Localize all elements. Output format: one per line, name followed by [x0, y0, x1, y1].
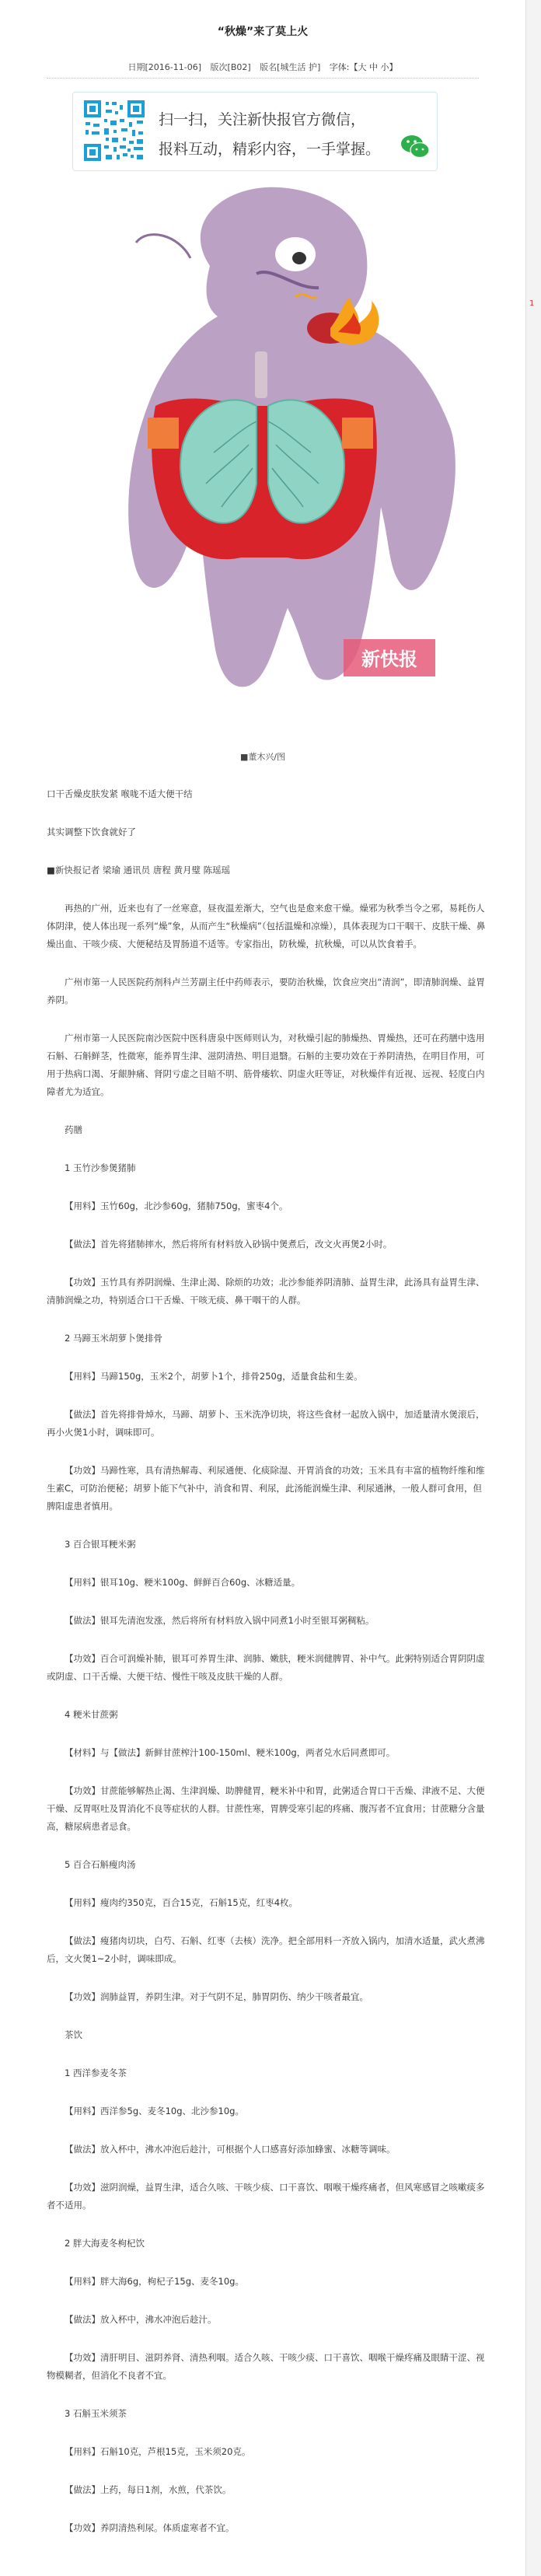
recipe-material: 【用料】银耳10g、粳米100g、鲜鲜百合60g、冰糖适量。 [65, 1577, 301, 1588]
recipe-effect: 【功效】甘蔗能够解热止渴、生津润燥、助脾健胃，粳米补中和胃，此粥适合胃口干舌燥、津液不足、大便干燥、反胃呕吐及胃消化不良等症状的人群。甘蔗性寒，胃脾受寒引起的疼痛、腹泻者不宜食用；甘蔗糖分含量高，糖尿病患者忌食。 [47, 1785, 485, 1832]
intro-line-1: 口干舌燥皮肤发紧 喉咙不适大便干结 [47, 788, 193, 799]
recipe-method: 【做法】瘦猪肉切块，白芍、石斛、红枣（去核）洗净。把全部用料一齐放入锅内，加清水适量，武火煮沸后，文火煲1~2小时，调味即成。 [47, 1935, 485, 1964]
font-size-control[interactable]: 字体:【大 中 小】 [329, 62, 398, 72]
tea-title: 1 西洋参麦冬茶 [65, 2067, 127, 2078]
article-title: “秋燥”来了莫上火 [217, 26, 309, 38]
tea-title: 3 石斛玉米须茶 [65, 2408, 127, 2419]
section-heading: 药膳 [65, 1124, 82, 1135]
wechat-icon [400, 133, 431, 161]
recipe-title: 4 粳米甘蔗粥 [65, 1709, 118, 1720]
article-meta [0, 61, 525, 73]
meta-section: 版名[城生活 护] [260, 62, 321, 72]
recipe-effect: 【功效】马蹄性寒，具有清热解毒、利尿通便、化痰除湿、开胃消食的功效；玉米具有丰富的植物纤维和维生素C，可防治便秘；胡萝卜能下气补中，消食和胃、利尿，此汤能润燥生津、利尿通淋，一般人群可食用，但脾阳虚患者慎用。 [47, 1465, 485, 1512]
recipe-title: 2 马蹄玉米胡萝卜煲排骨 [65, 1333, 162, 1344]
recipe-title: 3 百合银耳粳米粥 [65, 1539, 136, 1550]
right-sidebar [525, 0, 541, 2576]
recipe-effect: 【功效】玉竹具有养阴润燥、生津止渴、除烦的功效；北沙参能养阴清肺、益胃生津，此汤具有益胃生津、清肺润燥之功，特别适合口干舌燥、干咳无痰、鼻干咽干的人群。 [47, 1277, 485, 1305]
tea-effect: 【功效】清肝明目、滋阴养肾、清热利咽。适合久咳、干咳少痰、口干喜饮、咽喉干燥疼痛及眼睛干涩、视物模糊者，但消化不良者不宜。 [47, 2352, 485, 2381]
header-divider [47, 78, 479, 79]
recipe-material: 【用料】马蹄150g，玉米2个，胡萝卜1个，排骨250g，适量食盐和生姜。 [65, 1371, 363, 1382]
tea-method: 【做法】上药，每日1剂，水煎，代茶饮。 [65, 2484, 232, 2495]
meta-date: 日期[2016-11-06] [127, 62, 202, 72]
banner-line-1: 扫一扫，关注新快报官方微信， [159, 111, 366, 128]
tea-material: 【用料】胖大海6g，枸杞子15g、麦冬10g。 [65, 2276, 244, 2287]
tea-method: 【做法】放入杯中，沸水冲泡后趁汁，可根据个人口感喜好添加蜂蜜、冰糖等调味。 [65, 2144, 396, 2155]
recipe-title: 1 玉竹沙参煲猪肺 [65, 1162, 136, 1173]
recipe-title: 5 百合石斛瘦肉汤 [65, 1859, 136, 1870]
tea-effect: 【功效】滋阴润燥，益胃生津，适合久咳、干咳少痰、口干喜饮、咽喉干燥疼痛者，但风寒感冒之咳嗽痰多者不适用。 [47, 2182, 485, 2211]
section-heading: 茶饮 [65, 2029, 82, 2040]
organ-left [148, 418, 179, 449]
dryness-illustration [62, 173, 466, 748]
paragraph: 广州市第一人民医院药剂科卢兰芳副主任中药师表示，要防治秋燥，饮食应突出“清润”，即清肺润燥、益胃养阴。 [47, 977, 485, 1005]
tea-effect: 【功效】养阴清热利尿。体质虚寒者不宜。 [65, 2522, 235, 2533]
meta-edition: 版次[B02] [210, 62, 251, 72]
recipe-effect: 【功效】百合可润燥补肺，银耳可养胃生津、润肺、嫩肤，粳米润健脾胃、补中气。此粥特别适合胃阴阴虚或阴虚、口干舌燥、大便干结、慢性干咳及皮肤干燥的人群。 [47, 1653, 485, 1682]
svg-text:新快报: 新快报 [361, 648, 417, 670]
recipe-material: 【用料】玉竹60g，北沙参60g，猪肺750g，蜜枣4个。 [65, 1201, 288, 1211]
article-body [47, 785, 490, 2557]
intro-line-2: 其实调整下饮食就好了 [47, 827, 136, 837]
recipe-method: 【做法】首先将猪肺摔水，然后将所有材料放入砂锅中煲煮后，改文火再煲2小时。 [65, 1239, 393, 1250]
sidebar-marker: 1 [529, 299, 535, 308]
trachea [255, 351, 267, 398]
pupil [292, 252, 306, 264]
paragraph: 广州市第一人民医院南沙医院中医科唐泉中医师则认为，对秋燥引起的肺燥热、胃燥热，还可在药膳中选用石斛、石斛鲜茎，性微寒，能养胃生津、滋阴清热、明目退翳。石斛的主要功效在于养阴清热，在明目作用，可用于热病口渴、牙龈肿痛、肾阴亏虚之目暗不明、筋骨痿软、阴虚火旺等证，对秋燥伴有近视、远视、轻度白内障者尤为适宜。 [47, 1033, 485, 1097]
tea-method: 【做法】放入杯中，沸水冲泡后趁汁。 [65, 2314, 217, 2325]
newspaper-logo [344, 639, 435, 676]
figure-caption: ■董木兴/图 [239, 752, 286, 762]
recipe-material: 【用料】瘦肉约350克，百合15克，石斛15克，红枣4枚。 [65, 1897, 298, 1908]
tea-material: 【用料】石斛10克，芦根15克，玉米须20克。 [65, 2446, 251, 2457]
recipe-method: 【做法】首先将排骨焯水，马蹄、胡萝卜、玉米洗净切块，将这些食材一起放入锅中，加适量清水煲滚后，再小火煲1小时，调味即可。 [47, 1409, 485, 1438]
recipe-effect: 【功效】润肺益胃，养阴生津。对于气阴不足，肺胃阴伤、纳少干咳者最宜。 [65, 1991, 368, 2002]
qr-code-icon [81, 97, 148, 164]
paragraph: 再热的广州，近来也有了一丝寒意，昼夜温差渐大，空气也是愈来愈干燥。燥邪为秋季当令之邪，易耗伤人体阴津，使人体出现一系列“燥”象，从而产生“秋燥病”（包括温燥和凉燥），具体表现为口干咽干、皮肤干燥、鼻燥出血、干咳少痰、大便秘结及胃肠道不适等。专家指出，防秋燥，抗秋燥，可以从饮食着手。 [47, 903, 486, 949]
tea-title: 2 胖大海麦冬枸杞饮 [65, 2238, 145, 2249]
wechat-banner [72, 92, 438, 171]
organ-right [342, 418, 373, 449]
tea-material: 【用料】西洋参5g、麦冬10g、北沙参10g。 [65, 2106, 244, 2116]
byline: ■新快报记者 梁瑜 通讯员 唐程 黄月璧 陈瑶瑶 [47, 865, 231, 876]
banner-line-2: 报料互动，精彩内容，一手掌握。 [159, 141, 381, 158]
recipe-method: 【做法】银耳先清泡发涨，然后将所有材料放入锅中同煮1小时至银耳粥稠粘。 [65, 1615, 375, 1626]
recipe-material: 【材料】与【做法】新鲜甘蔗榨汁100-150ml、粳米100g，两者兑水后同煮即可。 [65, 1747, 396, 1758]
